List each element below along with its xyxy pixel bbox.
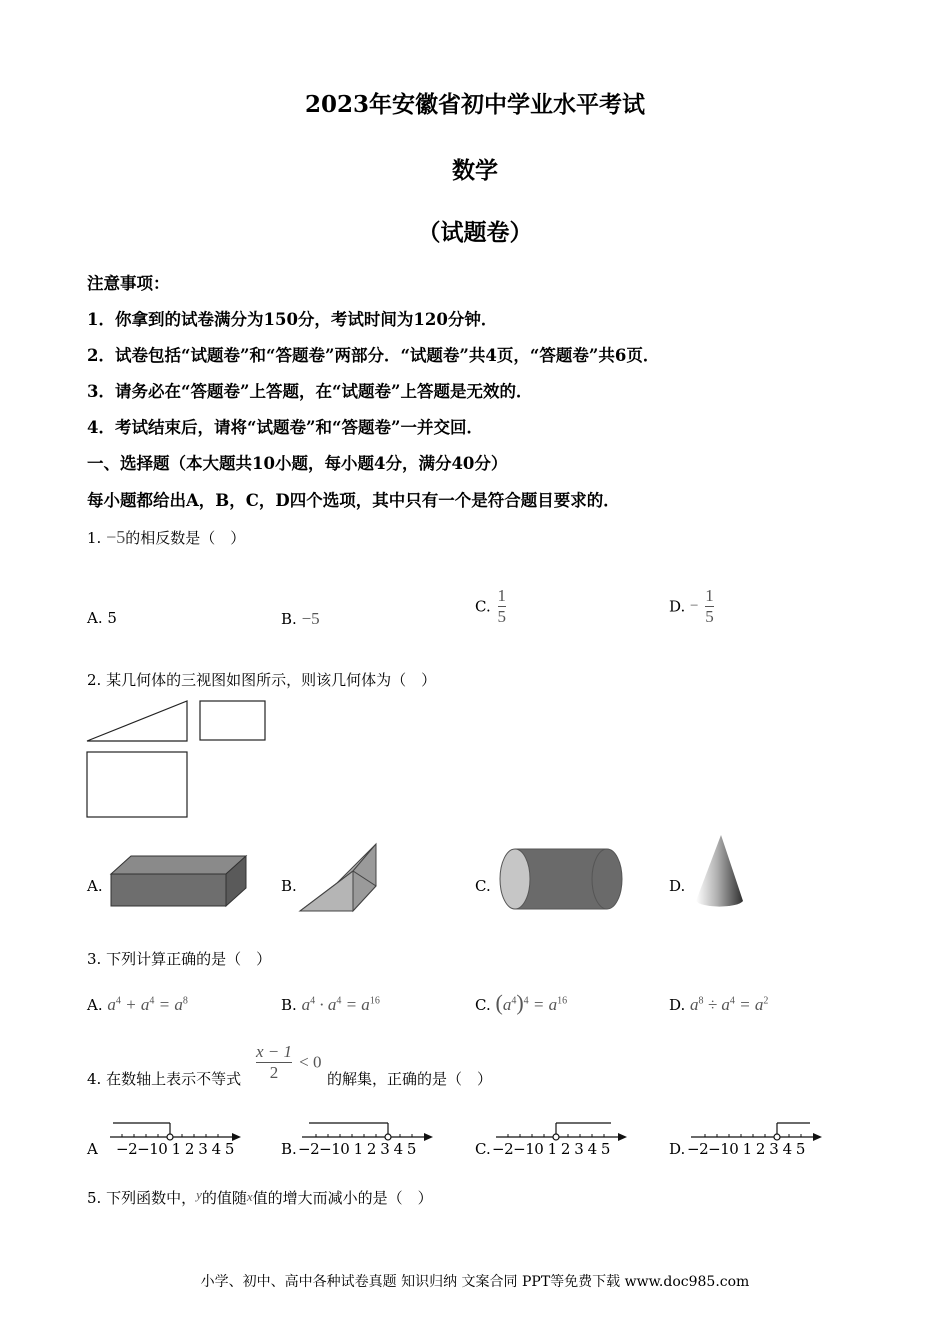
exam-title: 2023年安徽省初中学业水平考试 [304,91,645,118]
side-view-rectangle [200,701,265,740]
fraction [254,1042,294,1083]
variable-x: x [246,1189,253,1204]
notice-item-3: 3．请务必在“答题卷”上答题，在“试题卷”上答题是无效的． [87,382,533,401]
number-line-c-labels: −2−10 1 2 3 4 5 [492,1140,610,1158]
front-view-triangle [87,701,187,741]
option-label: A. [87,609,103,627]
q4-option-a-label[interactable]: A [87,1140,98,1158]
q1-number: 1. [87,529,102,547]
section-instruction: 每小题都给出A，B，C，D四个选项，其中只有一个是符合题目要求的． [87,491,620,510]
number-line-b [297,1120,437,1142]
option-label: D. [669,996,686,1014]
fraction [496,586,509,627]
page-footer: 小学、初中、高中各种试卷真题 知识归纳 文案合同 PPT等免费下载 www.doc985.com [200,1274,750,1290]
question-5 [87,1187,433,1208]
notice-item-2: 2．试卷包括“试题卷”和“答题卷”两部分．“试题卷”共4页，“答题卷”共6页． [87,346,660,365]
q2-option-b-label[interactable]: B. [281,877,297,895]
number-line-d [686,1120,826,1142]
number-line-c [491,1120,631,1142]
three-view-diagram [86,700,268,820]
notice-item-4: 4．考试结束后，请将“试题卷”和“答题卷”一并交回． [87,418,483,437]
q2-option-a-label[interactable]: A. [87,877,103,895]
inequality-sign: < 0 [299,1052,322,1072]
q5-suffix: 值的增大而减小的是（ ） [252,1189,433,1207]
q1-text: 的相反数是（ ） [125,529,246,547]
q1-option-a[interactable] [87,609,117,627]
q2-option-d-label[interactable]: D. [669,877,686,895]
q1-expression: −5 [106,527,126,547]
paper-title: （试题卷） [417,219,533,246]
fraction-denominator: 5 [705,607,714,626]
q5-prefix: 5. 下列函数中， [87,1189,197,1207]
q4-option-b-label[interactable]: B. [281,1140,297,1158]
fraction-denominator: 2 [269,1063,279,1082]
option-value: 5 [107,609,117,627]
q2-option-c-label[interactable]: C. [475,877,491,895]
question-1 [87,527,245,548]
number-line-a-labels: −2−10 1 2 3 4 5 [116,1140,234,1158]
option-label: A. [87,996,103,1014]
top-view-rectangle [87,752,187,817]
option-value: −5 [301,609,320,628]
notice-heading: 注意事项： [87,274,170,293]
question-2: 2. 某几何体的三视图如图所示，则该几何体为（ ） [87,671,437,689]
fraction [703,586,716,627]
notice-item-1: 1．你拿到的试卷满分为150分，考试时间为120分钟． [87,310,498,329]
minus-sign: − [690,598,699,614]
option-label: C. [475,597,491,616]
q4-option-d-label[interactable]: D. [669,1140,686,1158]
q1-option-d[interactable] [669,586,716,627]
q4-inequality [254,1042,321,1083]
q3-a-expression: $a^4 + a^4 = a^8$ [107,995,188,1014]
fraction-denominator: 5 [497,607,506,626]
fraction-numerator: 1 [497,586,506,605]
q1-option-c[interactable] [475,586,508,627]
q3-option-c[interactable] [475,990,567,1016]
option-label: D. [669,597,686,616]
subject-title: 数学 [452,157,498,184]
q3-c-expression: $(a^4)^4 = a^{16}$ [495,990,568,1015]
q1-option-b[interactable] [281,609,320,629]
fraction-numerator: x − 1 [256,1042,293,1061]
cylinder-figure [499,847,625,911]
question-3: 3. 下列计算正确的是（ ） [87,950,272,968]
q3-option-b[interactable] [281,995,380,1015]
option-label: B. [281,996,297,1014]
q3-option-d[interactable] [669,995,768,1015]
section-title: 一、选择题（本大题共10小题，每小题4分，满分40分） [87,454,508,473]
question-4-prefix: 4. 在数轴上表示不等式 [87,1070,242,1088]
q3-d-expression: $a^8 \div a^4 = a^2$ [690,995,769,1014]
question-4-suffix: 的解集，正确的是（ ） [327,1070,493,1088]
cuboid-figure [109,855,249,907]
number-line-b-labels: −2−10 1 2 3 4 5 [298,1140,416,1158]
cone-figure [693,833,745,911]
number-line-d-labels: −2−10 1 2 3 4 5 [687,1140,805,1158]
option-label: B. [281,610,297,628]
q4-option-c-label[interactable]: C. [475,1140,491,1158]
option-label: C. [475,996,491,1014]
fraction-numerator: 1 [705,586,714,605]
q5-mid: 的值随 [201,1189,247,1207]
variable-y: y [196,1187,202,1202]
q3-option-a[interactable] [87,995,188,1015]
triangular-prism-figure [298,842,380,914]
q3-b-expression: $a^4 \cdot a^4 = a^{16}$ [301,995,380,1014]
number-line-a [105,1120,245,1142]
